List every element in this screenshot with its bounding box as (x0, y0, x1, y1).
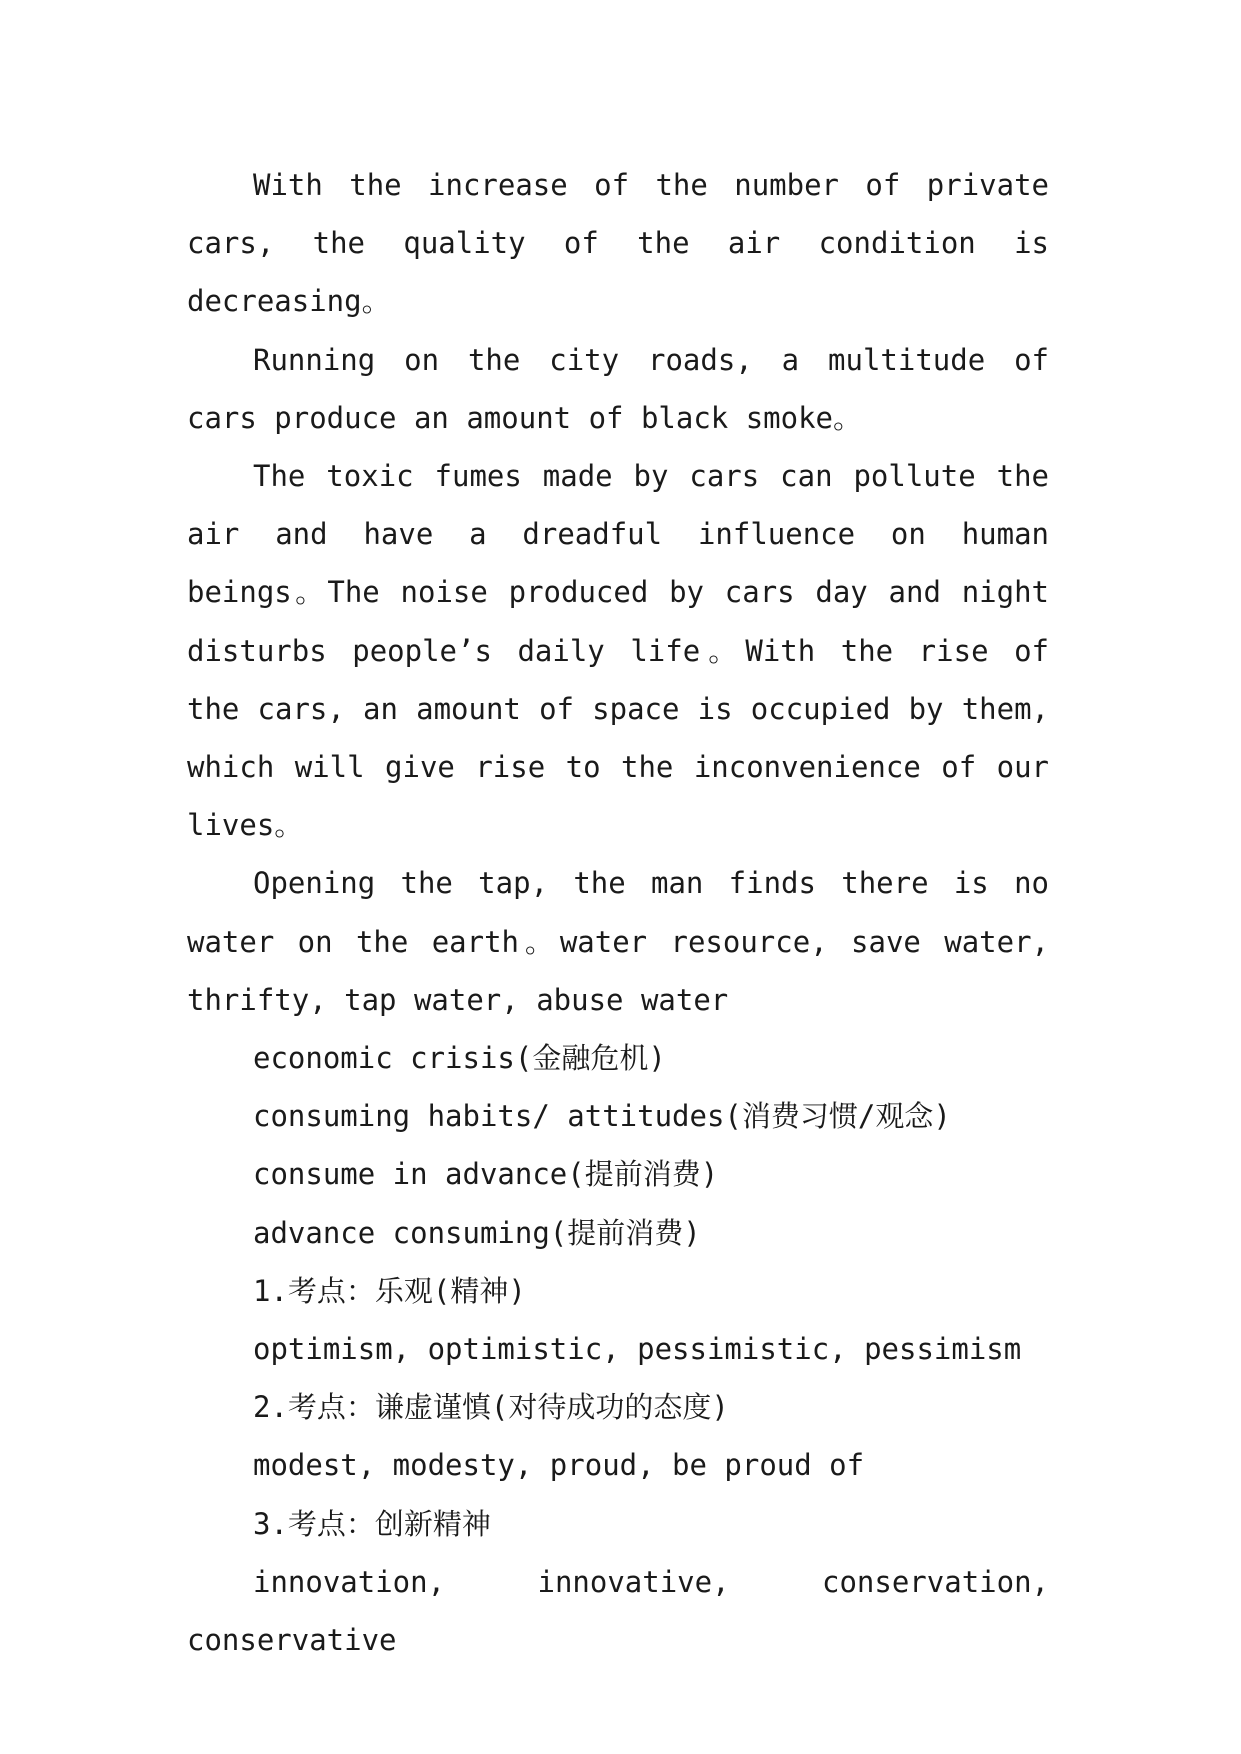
paragraph-innovation: innovation, innovative, conservation, conservative (187, 1564, 1049, 1658)
document-body (187, 156, 1049, 1669)
paragraph-toxic-fumes: The toxic fumes made by cars can pollute the air and have a dreadful influence on human beings。The noise produced by cars day and night disturbs people’s daily life。With the rise of the cars, an amount of space is occupied by them, which will give rise to the inconvenience of our lives。 (187, 459, 1049, 843)
topic-heading-modesty: 2.考点：谦虚谨慎(对待成功的态度) (253, 1390, 729, 1425)
vocab-line-consuming-habits: consuming habits/ attitudes(消费习惯/观念) (253, 1099, 951, 1134)
vocab-line-optimism: optimism, optimistic, pessimistic, pessimism (253, 1332, 1022, 1367)
vocab-line-modesty: modest, modesty, proud, be proud of (253, 1448, 865, 1483)
topic-heading-innovation: 3.考点：创新精神 (253, 1506, 491, 1541)
paragraph-private-cars: With the increase of the number of private cars, the quality of the air condition is decreasing。 (187, 168, 1049, 319)
vocab-line-consume-in-advance: consume in advance(提前消费) (253, 1157, 719, 1192)
paragraph-black-smoke: Running on the city roads, a multitude of cars produce an amount of black smoke。 (187, 342, 1049, 435)
vocab-line-economic-crisis: economic crisis(金融危机) (253, 1041, 666, 1076)
topic-heading-optimism: 1.考点：乐观(精神) (253, 1273, 526, 1308)
vocab-line-advance-consuming: advance consuming(提前消费) (253, 1215, 701, 1250)
paragraph-water: Opening the tap, the man finds there is no water on the earth。water resource, save water, thrifty, tap water, abuse water (187, 866, 1049, 1017)
